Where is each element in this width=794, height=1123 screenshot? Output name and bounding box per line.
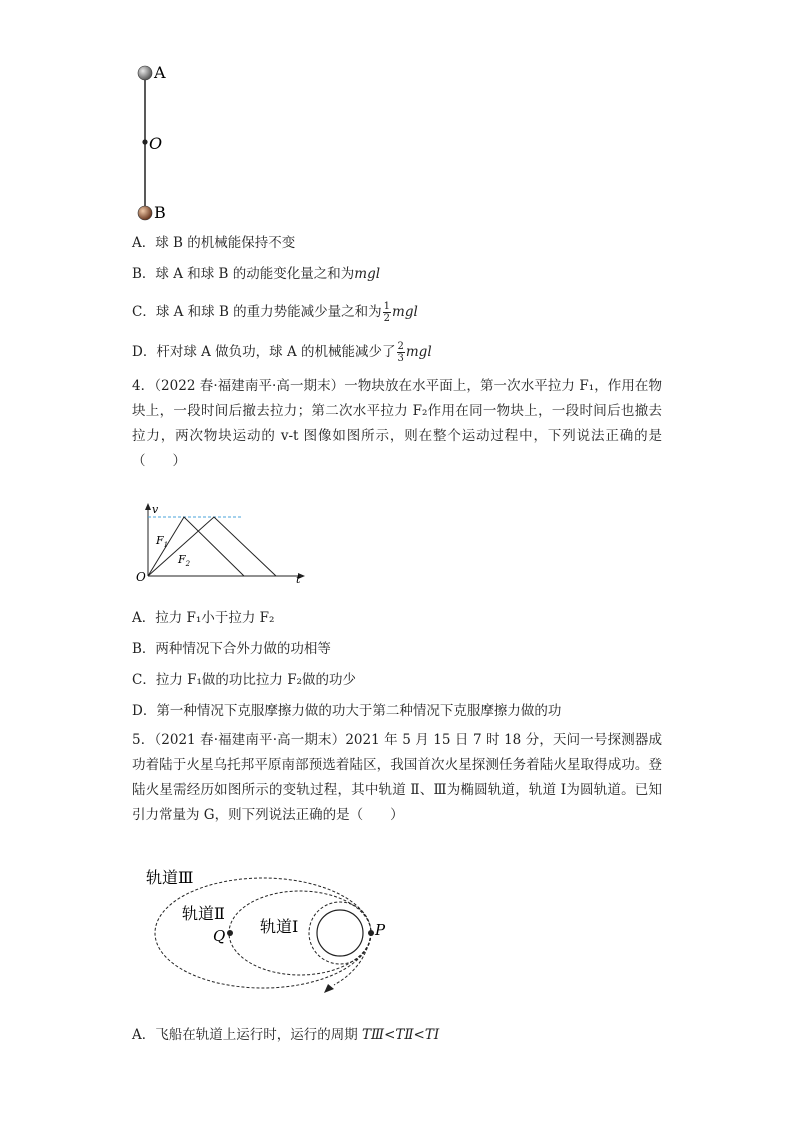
point-q-label: Q: [213, 927, 226, 945]
orbit-1-label: 轨道Ⅰ: [260, 917, 299, 936]
f2-label: $F_2$: [178, 553, 191, 568]
q3-option-c: C．球 A 和球 B 的重力势能减少量之和为 $\frac{1}{2}$ mgl: [132, 301, 418, 324]
orbit-2-label: 轨道Ⅱ: [182, 904, 225, 923]
orbit-3-label: 轨道Ⅲ: [146, 868, 194, 887]
fraction-two-thirds: $\frac{2}{3}$: [397, 341, 404, 364]
rod-figure: [128, 60, 188, 230]
label-b: B: [154, 203, 166, 222]
v-axis-arrow: [145, 503, 151, 510]
label-a: A: [154, 63, 166, 82]
v-label: v: [152, 503, 159, 516]
fraction-half: $\frac{1}{2}$: [383, 301, 391, 324]
q4-option-c: C．拉力 F₁做的功比拉力 F₂做的功少: [132, 672, 356, 688]
t-label: t: [296, 573, 301, 586]
q4-option-b: B．两种情况下合外力做的功相等: [132, 641, 331, 657]
q3-option-d: D．杆对球 A 做负功，球 A 的机械能减少了 $\frac{2}{3}$ mgl: [132, 341, 432, 364]
orbit-figure: [138, 862, 398, 1010]
q5-stem: 5．（2021 春·福建南平·高一期末）2021 年 5 月 15 日 7 时 18 分，天问一号探测器成功着陆于火星乌托邦平原南部预选着陆区，我国首次火星探测任务着陆火星取得成功。登陆火星需经历如图所示的变轨过程，其中轨道 Ⅱ、Ⅲ为椭圆轨道，轨道 Ⅰ为圆轨道。已知引力常量为 G，则下列说法正确的是（ ）: [132, 732, 662, 823]
q4-option-a: A．拉力 F₁小于拉力 F₂: [132, 610, 275, 626]
vt-graph: [130, 500, 310, 590]
point-p-dot: [368, 930, 374, 936]
mars-planet: [317, 910, 363, 956]
point-p-label: P: [375, 921, 386, 939]
q3-option-b: B．球 A 和球 B 的动能变化量之和为mgl: [132, 266, 381, 282]
point-q-dot: [227, 930, 233, 936]
q4-stem: 4．（2022 春·福建南平·高一期末）一物块放在水平面上，第一次水平拉力 F₁，作用在物块上，一段时间后撤去拉力；第二次水平拉力 F₂作用在同一物块上，一段时间后也撤去拉力，两次物块运动的 v-t 图像如图所示，则在整个运动过程中，下列说法正确的是（ ）: [132, 378, 662, 469]
q4-option-d: D．第一种情况下克服摩擦力做的功大于第二种情况下克服摩擦力做的功: [132, 703, 562, 719]
q3-option-a: A．球 B 的机械能保持不变: [132, 235, 296, 251]
pivot-o: [142, 139, 147, 144]
ball-a: [138, 66, 152, 80]
q5-option-a: A．飞船在轨道上运行时，运行的周期 TⅢ<TⅡ<TⅠ: [132, 1027, 440, 1043]
approach-arrow: [324, 984, 334, 993]
label-o: O: [149, 134, 163, 153]
ball-b: [138, 206, 152, 220]
f1-label: $F_1$: [156, 534, 169, 549]
origin-label: O: [136, 570, 146, 584]
